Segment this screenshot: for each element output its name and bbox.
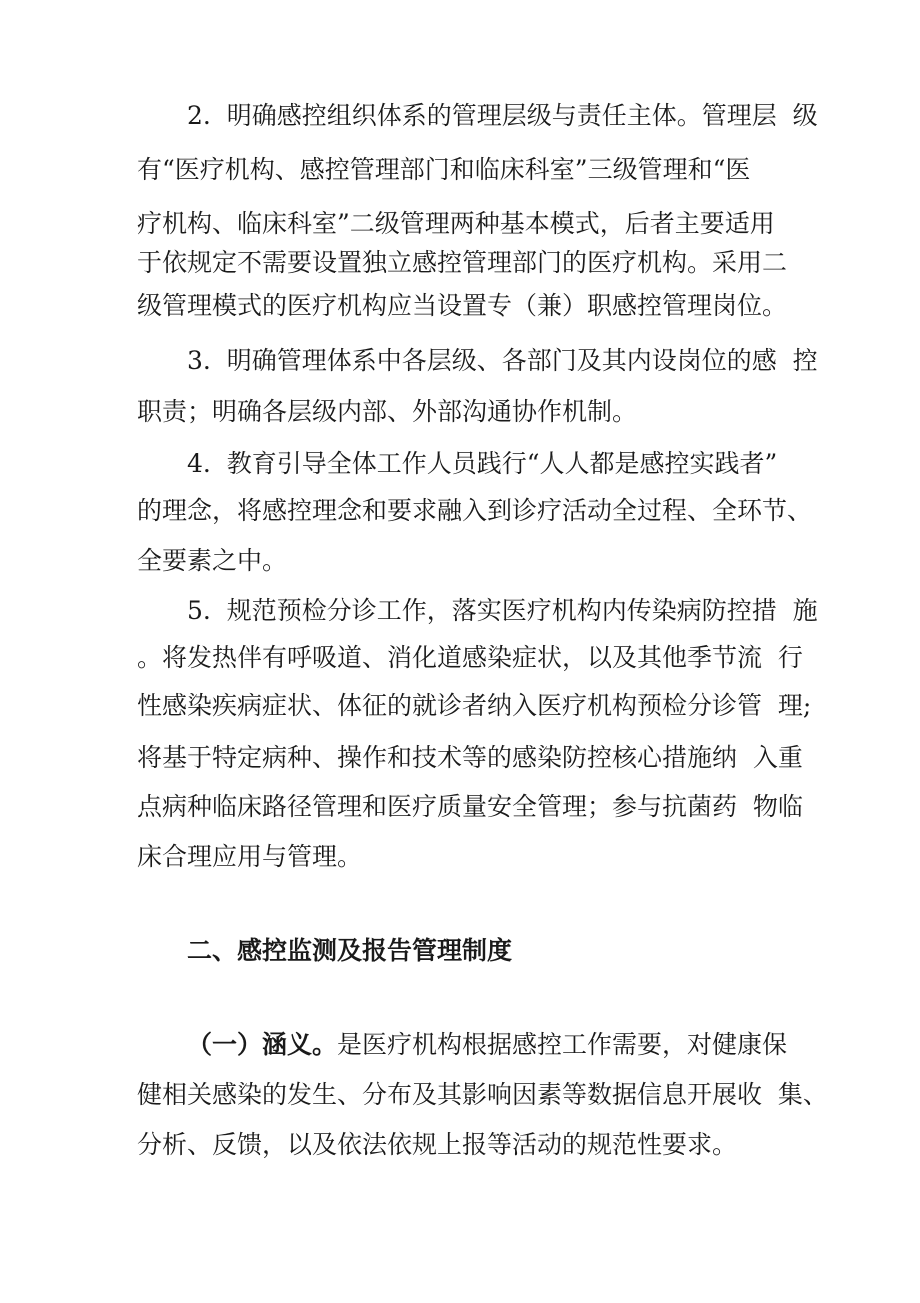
text-line: 2. 明确感控组织体系的管理层级与责任主体。管理层 级 [187, 101, 818, 130]
text-line: 将基于特定病种、操作和技术等的感染防控核心措施纳 入重 [137, 743, 803, 772]
text-line: 于依规定不需要设置独立感控管理部门的医疗机构。采用二 [137, 248, 788, 277]
text-line: 4. 教育引导全体工作人员践行“人人都是感控实践者” [187, 449, 778, 478]
text-line: 点病种临床路径管理和医疗质量安全管理；参与抗菌药 物临 [137, 792, 803, 821]
text-line [0, 1030, 920, 1060]
text-line: 级管理模式的医疗机构应当设置专（兼）职感控管理岗位。 [137, 291, 788, 320]
text-line: 。将发热伴有呼吸道、消化道感染症状，以及其他季节流 行 [137, 643, 803, 672]
text-line: 性感染疾病症状、体征的就诊者纳入医疗机构预检分诊管 理; [137, 691, 812, 720]
text-line: 3. 明确管理体系中各层级、各部门及其内设岗位的感 控 [187, 346, 818, 375]
section-heading: 二、感控监测及报告管理制度 [187, 936, 513, 965]
text-line: 有“医疗机构、感控管理部门和临床科室”三级管理和“医 [137, 155, 751, 184]
text-line: 疗机构、临床科室”二级管理两种基本模式，后者主要适用 [137, 209, 775, 238]
text-line: 床合理应用与管理。 [137, 842, 363, 871]
text-line: 健相关感染的发生、分布及其影响因素等数据信息开展收 集、 [137, 1080, 828, 1109]
text-line: 全要素之中。 [137, 546, 288, 575]
definition-text: 是医疗机构根据感控工作需要，对健康保 [337, 1030, 788, 1059]
definition-label: （一）涵义。 [187, 1030, 338, 1059]
text-line: 的理念，将感控理念和要求融入到诊疗活动全过程、全环节、 [137, 496, 813, 525]
text-line: 5. 规范预检分诊工作，落实医疗机构内传染病防控措 施 [187, 596, 818, 625]
text-line: 分析、反馈，以及依法依规上报等活动的规范性要求。 [137, 1130, 738, 1159]
text-line: 职责；明确各层级内部、外部沟通协作机制。 [137, 397, 638, 426]
